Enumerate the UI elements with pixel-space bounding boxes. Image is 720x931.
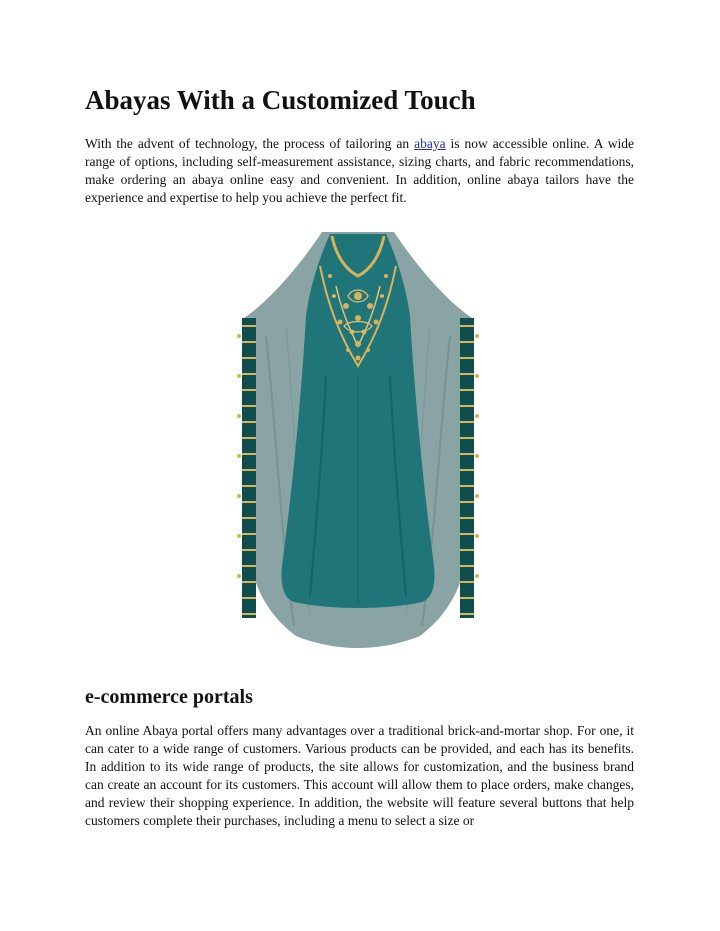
left-trim xyxy=(242,318,256,618)
page-title: Abayas With a Customized Touch xyxy=(85,85,476,115)
intro-text-after-link: is now accessible online. A wide range of options, including self-measurement assistance, sizing charts, and fabric recommendations, make ordering an abaya online easy and convenient. In addition, online abaya tailors have the experience and expertise to help you achieve the perfect fit. xyxy=(85,136,635,205)
abaya-link[interactable]: abaya xyxy=(414,136,446,151)
section-heading: e-commerce portals xyxy=(85,686,253,708)
abaya-illustration xyxy=(236,226,480,652)
section-paragraph: An online Abaya portal offers many advantages over a traditional brick-and-mortar shop. For one, it can cater to a wide range of customers. Various products can be provided, and each has its benefits. In addition to its wide range of products, the site allows for customization, and the business brand can create an account for its customers. This account will allow them to place orders, make changes, and review their shopping experience. In addition, the website will feature several buttons that help customers complete their purchases, including a menu to select a size or xyxy=(85,723,634,828)
right-trim xyxy=(460,318,474,618)
intro-paragraph xyxy=(85,135,634,207)
intro-text-before-link: With the advent of technology, the process of tailoring an xyxy=(85,136,415,151)
